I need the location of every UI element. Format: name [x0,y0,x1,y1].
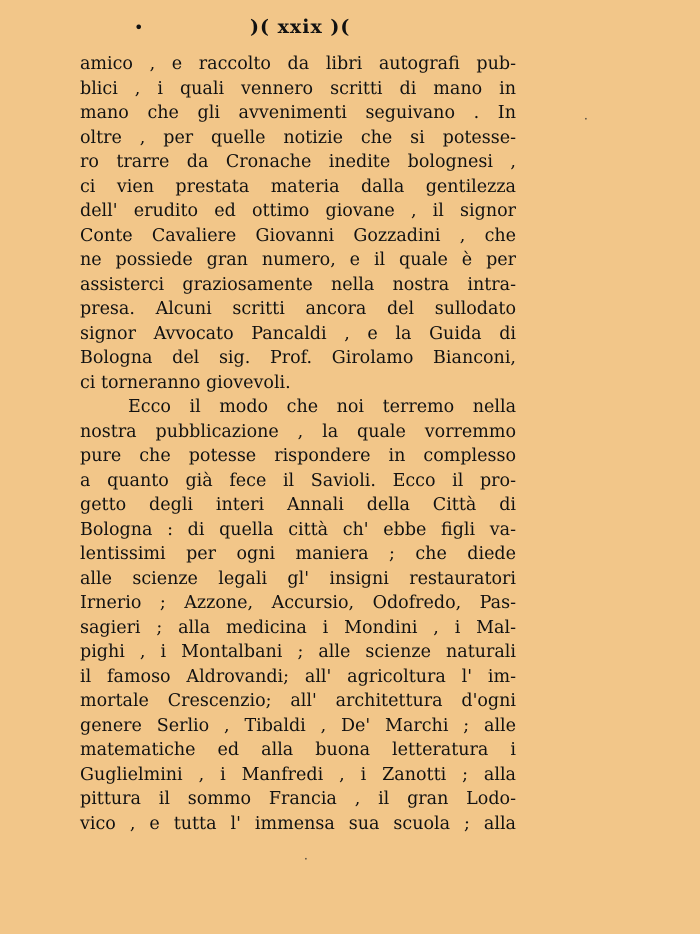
text-line: sagieri ; alla medicina i Mondini , i Mal- [80,617,516,638]
text-line: ci torneranno giovevoli. [80,372,291,393]
text-line: ne possiede gran numero, e il quale è per [80,250,516,270]
text-line: Irnerio ; Azzone, Accursio, Odofredo, Pas- [80,593,516,613]
text-line: oltre , per quelle notizie che si potesse- [80,127,516,148]
page-header [0,10,700,40]
text-line: mortale Crescenzio; all' architettura d'ogni [80,691,516,711]
page-number: )( xxix )( [250,16,351,38]
text-line: pighi , i Montalbani ; alle scienze naturali [80,642,516,662]
text-line: Conte Cavaliere Giovanni Gozzadini , che [80,225,516,246]
text-line: genere Serlio , Tibaldi , De' Marchi ; alle [80,715,516,736]
stray-dot-mark: · [584,112,588,126]
text-line: pure che potesse rispondere in complesso [80,446,516,466]
text-line: pittura il sommo Francia , il gran Lodo- [80,789,516,809]
text-line: lentissimi per ogni maniera ; che diede [80,544,516,564]
text-line: assisterci graziosamente nella nostra intra- [80,274,516,295]
text-line: Guglielmini , i Manfredi , i Zanotti ; alla [80,764,516,785]
text-line: nostra pubblicazione , la quale vorremmo [80,421,516,442]
text-line: mano che gli avvenimenti seguivano . In [80,103,516,123]
text-line: presa. Alcuni scritti ancora del sullodato [80,299,516,319]
text-line: il famoso Aldrovandi; all' agricoltura l' im- [80,666,516,687]
text-line: Ecco il modo che noi terremo nella [128,397,516,417]
text-line: vico , e tutta l' immensa sua scuola ; alla [80,813,516,834]
text-line: getto degli interi Annali della Città di [80,495,516,515]
text-line: matematiche ed alla buona letteratura i [80,740,516,760]
text-line: blici , i quali vennero scritti di mano in [80,78,516,99]
body-text [80,52,516,836]
text-line: dell' erudito ed ottimo giovane , il signor [80,201,516,221]
bullet-mark: • [134,18,144,37]
text-line: ci vien prestata materia dalla gentilezza [80,176,516,197]
text-line: alle scienze legali gl' insigni restauratori [80,568,516,589]
text-line: Bologna del sig. Prof. Girolamo Bianconi, [80,348,516,368]
stray-dot-mark: · [304,852,308,866]
text-line: amico , e raccolto da libri autografi pub- [80,54,516,74]
text-line: ro trarre da Cronache inedite bolognesi , [80,152,516,172]
text-line: a quanto già fece il Savioli. Ecco il pro- [80,470,516,491]
text-line: Bologna : di quella città ch' ebbe figli va- [80,519,516,540]
text-line: signor Avvocato Pancaldi , e la Guida di [80,323,516,344]
